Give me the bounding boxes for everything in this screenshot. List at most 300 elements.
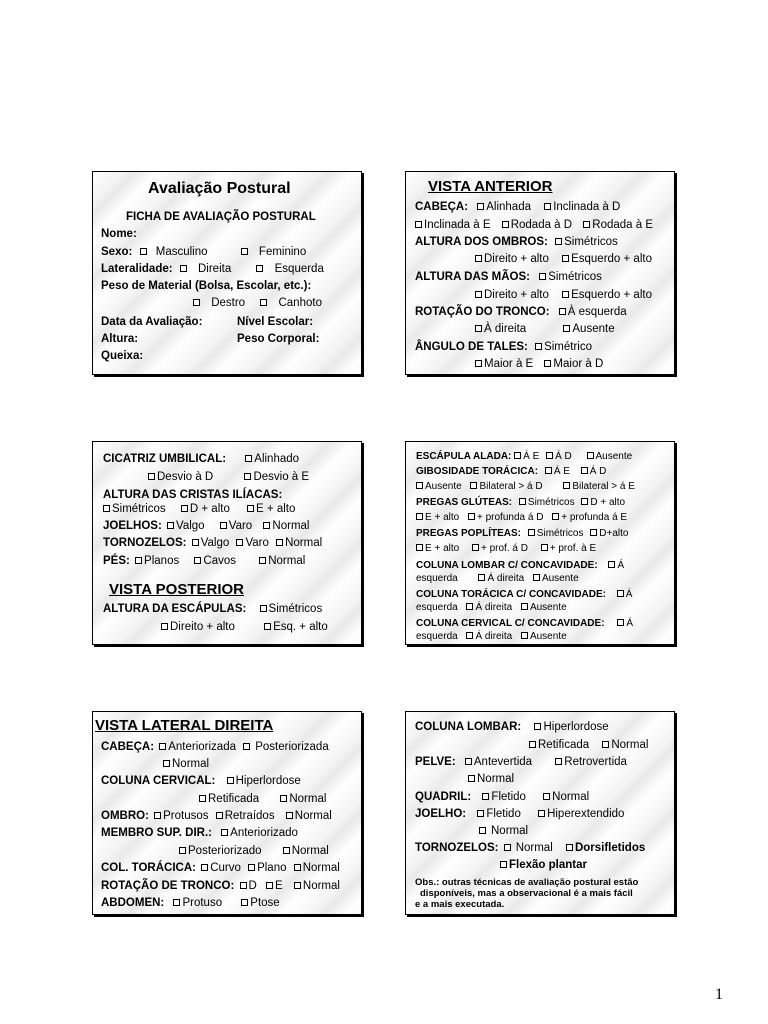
checkbox[interactable] — [154, 812, 161, 819]
peso-corporal-label: Peso Corporal: — [237, 333, 320, 345]
checkbox[interactable] — [477, 203, 484, 210]
checkbox[interactable] — [148, 473, 155, 480]
checkbox[interactable] — [475, 360, 482, 367]
option-normal: Normal — [268, 555, 306, 567]
checkbox[interactable] — [259, 557, 266, 564]
checkbox[interactable] — [541, 544, 548, 551]
option-masculino: Masculino — [155, 246, 208, 258]
altura-maos-row — [415, 270, 602, 284]
checkbox[interactable] — [546, 452, 553, 459]
option-simetricos: Simétricos — [564, 236, 618, 248]
checkbox[interactable] — [617, 590, 624, 597]
tornozelos-label: TORNOZELOS: — [415, 842, 499, 854]
altura-escapulas-label: ALTURA DA ESCÁPULAS: — [103, 603, 247, 615]
checkbox[interactable] — [241, 899, 248, 906]
option-a-direita: Á direita — [475, 602, 513, 613]
checkbox[interactable] — [617, 619, 624, 626]
altura-ombros-row-2 — [475, 252, 652, 266]
option-a: Á — [625, 589, 633, 600]
option-a-e: Á E — [553, 466, 570, 477]
pes-row — [103, 554, 305, 568]
coluna-lombar-row — [415, 720, 609, 734]
option-rodada-e: Rodada à E — [592, 219, 654, 231]
checkbox[interactable] — [294, 864, 301, 871]
altura-maos-row-2 — [475, 288, 652, 302]
option-a: Á — [617, 560, 625, 571]
option-normal: Normal — [515, 842, 553, 854]
pes-label: PÉS: — [103, 555, 130, 567]
checkbox[interactable] — [199, 795, 206, 802]
coluna-toracica-row — [416, 589, 632, 601]
option-hiperlordose: Hiperlordose — [235, 775, 301, 787]
page-number: 1 — [715, 986, 723, 1003]
option-normal: Normal — [611, 739, 649, 751]
option-retificada: Retificada — [538, 739, 590, 751]
option-a-e: Á E — [523, 451, 540, 462]
option-fletido: Fletido — [486, 808, 521, 820]
obs-line-1: Obs.: outras técnicas de avaliação postural estão — [415, 877, 639, 888]
checkbox[interactable] — [482, 793, 489, 800]
checkbox[interactable] — [478, 574, 485, 581]
altura-cristas-label: ALTURA DAS CRISTAS ILÍACAS: — [103, 489, 283, 501]
coluna-toracica-row-2 — [416, 602, 567, 614]
peso-material-label: Peso de Material (Bolsa, Escolar, etc.): — [101, 280, 312, 292]
option-e: E — [275, 880, 283, 892]
lateralidade-row — [101, 262, 324, 276]
quadril-label: QUADRIL: — [415, 791, 472, 803]
option-ausente: Ausente — [572, 323, 615, 335]
checkbox[interactable] — [159, 743, 166, 750]
cabeca-row — [415, 200, 620, 214]
checkbox[interactable] — [221, 829, 228, 836]
checkbox[interactable] — [244, 473, 251, 480]
checkbox[interactable] — [581, 467, 588, 474]
option-valgo: Valgo — [200, 537, 230, 549]
checkbox[interactable] — [581, 498, 588, 505]
checkbox[interactable] — [514, 452, 521, 459]
checkbox[interactable] — [555, 238, 562, 245]
pregas-popliteas-label: PREGAS POPLÍTEAS: — [416, 528, 522, 539]
option-varo: Varo — [245, 537, 269, 549]
checkbox[interactable] — [216, 812, 223, 819]
checkbox[interactable] — [475, 325, 482, 332]
checkbox[interactable] — [529, 741, 536, 748]
joelhos-label: JOELHOS: — [103, 520, 162, 532]
nivel-escolar-label: Nível Escolar: — [237, 316, 314, 328]
option-d: D — [248, 880, 257, 892]
option-canhoto: Canhoto — [278, 297, 322, 309]
option-ausente: Ausente — [595, 451, 633, 462]
checkbox[interactable] — [466, 603, 473, 610]
checkbox[interactable] — [538, 810, 545, 817]
option-direito-alto: Direito + alto — [484, 253, 549, 265]
checkbox[interactable] — [602, 741, 609, 748]
checkbox[interactable] — [528, 529, 535, 536]
checkbox[interactable] — [468, 775, 475, 782]
option-desvio-e: Desvio à E — [253, 471, 310, 483]
abdomen-label: ABDOMEN: — [101, 897, 165, 909]
col-toracica-label: COL. TORÁCICA: — [101, 862, 196, 874]
membro-sup-row-2 — [179, 844, 329, 858]
coluna-cervical-label: COLUNA CERVICAL: — [101, 775, 216, 787]
cicatriz-row-2 — [148, 470, 309, 484]
checkbox[interactable] — [583, 221, 590, 228]
option-mais-prof-e: + prof. à E — [549, 543, 597, 554]
checkbox[interactable] — [240, 882, 247, 889]
checkbox[interactable] — [263, 522, 270, 529]
option-e-alto: E + alto — [256, 503, 296, 515]
altura-escapulas-row-2 — [161, 620, 328, 634]
option-d-alto: D + alto — [590, 497, 626, 508]
cabeca-label: CABEÇA: — [101, 741, 155, 753]
checkbox[interactable] — [608, 561, 615, 568]
altura-escapulas-row — [103, 602, 322, 616]
checkbox[interactable] — [236, 539, 243, 546]
checkbox[interactable] — [179, 847, 186, 854]
cabeca-row-2 — [163, 757, 209, 771]
option-ausente: Ausente — [529, 631, 567, 642]
option-dorsifletidos: Dorsifletidos — [574, 842, 646, 854]
checkbox[interactable] — [544, 360, 551, 367]
checkbox[interactable] — [193, 299, 200, 306]
option-feminino: Feminino — [258, 246, 307, 258]
tornozelos-row-2 — [500, 858, 587, 872]
option-posteriorizado: Posteriorizado — [188, 845, 262, 857]
checkbox[interactable] — [220, 522, 227, 529]
option-hiperextendido: Hiperextendido — [547, 808, 625, 820]
cristas-row — [103, 502, 295, 516]
option-ptose: Ptose — [250, 897, 280, 909]
rotacao-tronco-row-2 — [475, 322, 615, 336]
checkbox[interactable] — [563, 325, 570, 332]
option-esquerda: esquerda — [416, 573, 458, 584]
option-fletido: Fletido — [491, 791, 526, 803]
pregas-gluteas-label: PREGAS GLÚTEAS: — [416, 497, 513, 508]
checkbox[interactable] — [245, 455, 252, 462]
joelho-row — [415, 807, 624, 821]
checkbox[interactable] — [475, 255, 482, 262]
tornozelos-row — [103, 536, 322, 550]
checkbox[interactable] — [256, 265, 263, 272]
option-alinhada: Alinhada — [486, 201, 531, 213]
checkbox[interactable] — [416, 482, 423, 489]
cabeca-row — [101, 740, 329, 754]
cabeca-label: CABEÇA: — [415, 201, 469, 213]
checkbox[interactable] — [415, 221, 422, 228]
checkbox[interactable] — [559, 308, 566, 315]
option-normal: Normal — [302, 880, 340, 892]
option-protusos: Protusos — [163, 810, 209, 822]
option-a-direita: À direita — [484, 323, 527, 335]
checkbox[interactable] — [280, 795, 287, 802]
quadril-row — [415, 790, 589, 804]
checkbox[interactable] — [192, 539, 199, 546]
option-a-d: Á D — [589, 466, 607, 477]
option-normal: Normal — [294, 810, 332, 822]
slide-5-vista-lateral-direita — [92, 711, 362, 915]
checkbox[interactable] — [468, 513, 475, 520]
option-ausente: Ausente — [541, 573, 579, 584]
option-esquerdo-alto: Esquerdo + alto — [571, 253, 652, 265]
option-bilateral-e: Bilateral > á E — [572, 481, 635, 492]
option-esquerdo-alto: Esquerdo + alto — [571, 289, 652, 301]
pregas-popliteas-row-2 — [416, 543, 596, 555]
altura-ombros-row — [415, 235, 618, 249]
checkbox[interactable] — [566, 844, 573, 851]
checkbox[interactable] — [241, 248, 248, 255]
option-retificada: Retificada — [208, 793, 260, 805]
checkbox[interactable] — [161, 623, 168, 630]
coluna-cervical-label: COLUNA CERVICAL C/ CONCAVIDADE: — [416, 618, 605, 629]
coluna-lombar-row-2 — [416, 573, 579, 585]
option-simetricos: Simétricos — [268, 603, 323, 615]
option-destro: Destro — [211, 297, 246, 309]
option-normal: Normal — [491, 825, 529, 837]
option-mais-profunda-e: + profunda á E — [561, 512, 628, 523]
abdomen-row — [101, 896, 280, 910]
slide-3-cicatriz-vista-posterior — [92, 441, 362, 645]
joelhos-row — [103, 519, 309, 533]
ombro-row — [101, 809, 332, 823]
checkbox[interactable] — [286, 812, 293, 819]
checkbox[interactable] — [590, 529, 597, 536]
checkbox[interactable] — [227, 777, 234, 784]
checkbox[interactable] — [504, 844, 511, 851]
checkbox[interactable] — [521, 603, 528, 610]
coluna-cervical-row-2 — [416, 631, 567, 643]
checkbox[interactable] — [276, 539, 283, 546]
option-alinhado: Alinhado — [254, 453, 300, 465]
nome-label: Nome: — [101, 228, 137, 240]
rotacao-tronco-label: ROTAÇÃO DE TRONCO: — [101, 880, 235, 892]
option-simetrico: Simétrico — [544, 341, 593, 353]
option-rodada-d: Rodada à D — [510, 219, 573, 231]
option-a-direita: Á direita — [487, 573, 525, 584]
checkbox[interactable] — [135, 557, 142, 564]
checkbox[interactable] — [477, 810, 484, 817]
joelho-label: JOELHO: — [415, 808, 467, 820]
option-e-alto: E + alto — [425, 512, 460, 523]
slide-2-vista-anterior — [405, 171, 675, 375]
option-a-direita: Á direita — [475, 631, 513, 642]
option-anteriorizado: Anteriorizado — [230, 827, 298, 839]
option-a-esquerda: À esquerda — [567, 306, 627, 318]
checkbox[interactable] — [475, 291, 482, 298]
option-normal: Normal — [289, 793, 327, 805]
option-planos: Planos — [144, 555, 180, 567]
mao-row — [193, 296, 322, 310]
coluna-cervical-row — [101, 774, 301, 788]
option-e-alto: E + alto — [425, 543, 460, 554]
option-d-alto: D+alto — [599, 528, 629, 539]
option-simetricos: Simétricos — [548, 271, 602, 283]
rotacao-tronco-label: ROTAÇÃO DO TRONCO: — [415, 306, 550, 318]
slide-4-escapula-colunas — [405, 441, 675, 645]
checkbox[interactable] — [500, 861, 507, 868]
coluna-toracica-label: COLUNA TORÁCICA C/ CONCAVIDADE: — [416, 589, 606, 600]
altura-maos-label: ALTURA DAS MÃOS: — [415, 271, 530, 283]
escapula-alada-label: ESCÁPULA ALADA: — [416, 451, 512, 462]
checkbox[interactable] — [521, 632, 528, 639]
pregas-gluteas-row-2 — [416, 512, 627, 524]
pelve-row — [415, 755, 627, 769]
option-direita: Direita — [197, 263, 232, 275]
checkbox[interactable] — [264, 623, 271, 630]
checkbox[interactable] — [173, 899, 180, 906]
checkbox[interactable] — [243, 743, 250, 750]
option-normal: Normal — [477, 773, 515, 785]
cicatriz-label: CICATRIZ UMBILICAL: — [103, 453, 227, 465]
option-maior-d: Maior à D — [553, 358, 604, 370]
option-antevertida: Antevertida — [473, 756, 533, 768]
option-bilateral-d: Bilateral > á D — [479, 481, 543, 492]
queixa-label: Queixa: — [101, 350, 144, 362]
checkbox[interactable] — [266, 882, 273, 889]
checkbox[interactable] — [545, 467, 552, 474]
option-anteriorizada: Anteriorizada — [168, 741, 236, 753]
option-esquerda: esquerda — [416, 631, 458, 642]
option-esquerda: Esquerda — [274, 263, 324, 275]
option-inclinada-d: Inclinada à D — [553, 201, 621, 213]
option-a-d: Á D — [555, 451, 572, 462]
option-esquerda: esquerda — [416, 602, 458, 613]
vista-posterior-heading: VISTA POSTERIOR — [109, 581, 245, 598]
checkbox[interactable] — [533, 574, 540, 581]
option-direito-alto: Direito + alto — [484, 289, 549, 301]
checkbox[interactable] — [587, 452, 594, 459]
checkbox[interactable] — [534, 723, 541, 730]
checkbox[interactable] — [260, 299, 267, 306]
checkbox[interactable] — [294, 882, 301, 889]
option-hiperlordose: Hiperlordose — [543, 721, 609, 733]
checkbox[interactable] — [539, 273, 546, 280]
checkbox[interactable] — [552, 513, 559, 520]
data-avaliacao-label: Data da Avaliação: — [101, 316, 203, 328]
sexo-row — [101, 245, 306, 259]
checkbox[interactable] — [562, 255, 569, 262]
checkbox[interactable] — [563, 482, 570, 489]
option-plano: Plano — [257, 862, 287, 874]
coluna-cervical-row — [416, 618, 633, 630]
checkbox[interactable] — [180, 265, 187, 272]
checkbox[interactable] — [544, 203, 551, 210]
sexo-label: Sexo: — [101, 246, 133, 258]
altura-ombros-label: ALTURA DOS OMBROS: — [415, 236, 548, 248]
pregas-gluteas-row — [416, 497, 625, 509]
tornozelos-row — [415, 841, 645, 855]
gibosidade-row-2 — [416, 481, 635, 493]
option-direito-alto: Direito + alto — [170, 621, 235, 633]
option-retrovertida: Retrovertida — [564, 756, 627, 768]
lateralidade-label: Lateralidade: — [101, 263, 173, 275]
slide-1-title: Avaliação Postural — [148, 180, 291, 197]
coluna-lombar-row — [416, 560, 624, 572]
option-normal: Normal — [172, 758, 210, 770]
option-simetricos: Simétricos — [527, 497, 575, 508]
option-retraidos: Retraídos — [224, 810, 275, 822]
option-normal: Normal — [552, 791, 590, 803]
checkbox[interactable] — [416, 513, 423, 520]
coluna-lombar-label: COLUNA LOMBAR C/ CONCAVIDADE: — [416, 560, 598, 571]
checkbox[interactable] — [472, 544, 479, 551]
membro-sup-label: MEMBRO SUP. DIR.: — [101, 827, 212, 839]
option-normal: Normal — [291, 845, 329, 857]
checkbox[interactable] — [465, 758, 472, 765]
option-mais-prof-d: + prof. á D — [480, 543, 528, 554]
option-mais-profunda-d: + profunda á D — [476, 512, 544, 523]
option-varo: Varo — [228, 520, 253, 532]
checkbox[interactable] — [466, 632, 473, 639]
form-subtitle: FICHA DE AVALIAÇÃO POSTURAL — [126, 211, 316, 223]
option-cavos: Cavos — [203, 555, 237, 567]
option-normal: Normal — [272, 520, 310, 532]
slide-1-postural-assessment — [92, 171, 362, 375]
checkbox[interactable] — [194, 557, 201, 564]
checkbox[interactable] — [167, 522, 174, 529]
option-flexao-plantar: Flexão plantar — [509, 859, 587, 871]
checkbox[interactable] — [181, 505, 188, 512]
col-toracica-row — [101, 861, 340, 875]
checkbox[interactable] — [283, 847, 290, 854]
rotacao-tronco-row — [101, 879, 340, 893]
coluna-lombar-row-2 — [529, 738, 648, 752]
slide-2-title: VISTA ANTERIOR — [428, 178, 553, 195]
checkbox[interactable] — [103, 505, 110, 512]
slide-5-title: VISTA LATERAL DIREITA — [95, 717, 274, 734]
option-posteriorizada: Posteriorizada — [255, 741, 329, 753]
option-normal: Normal — [302, 862, 340, 874]
angulo-tales-row — [415, 340, 592, 354]
option-ausente: Ausente — [529, 602, 567, 613]
angulo-tales-label: ÂNGULO DE TALES: — [415, 341, 528, 353]
tornozelos-label: TORNOZELOS: — [103, 537, 187, 549]
checkbox[interactable] — [562, 291, 569, 298]
checkbox[interactable] — [248, 864, 255, 871]
pelve-label: PELVE: — [415, 756, 456, 768]
checkbox[interactable] — [470, 482, 477, 489]
coluna-lombar-label: COLUNA LOMBAR: — [415, 721, 522, 733]
angulo-tales-row-2 — [475, 357, 603, 371]
checkbox[interactable] — [163, 760, 170, 767]
checkbox[interactable] — [247, 505, 254, 512]
option-simetricos: Simétricos — [112, 503, 166, 515]
option-maior-e: Maior à E — [484, 358, 534, 370]
joelho-row-2 — [479, 824, 528, 838]
slide-6-coluna-lombar-pelve — [405, 711, 675, 915]
option-curvo: Curvo — [210, 862, 241, 874]
checkbox[interactable] — [502, 221, 509, 228]
checkbox[interactable] — [535, 343, 542, 350]
checkbox[interactable] — [260, 605, 267, 612]
gibosidade-row — [416, 466, 606, 478]
option-protuso: Protuso — [182, 897, 223, 909]
checkbox[interactable] — [519, 498, 526, 505]
checkbox[interactable] — [555, 758, 562, 765]
cicatriz-row — [103, 452, 299, 466]
checkbox[interactable] — [416, 544, 423, 551]
checkbox[interactable] — [140, 248, 147, 255]
option-inclinada-e: Inclinada à E — [424, 219, 491, 231]
checkbox[interactable] — [201, 864, 208, 871]
option-d-alto: D + alto — [189, 503, 230, 515]
option-esq-alto: Esq. + alto — [273, 621, 328, 633]
checkbox[interactable] — [543, 793, 550, 800]
escapula-row — [416, 451, 632, 463]
obs-line-3: e a mais executada. — [415, 899, 505, 910]
altura-label: Altura: — [101, 333, 139, 345]
checkbox[interactable] — [479, 827, 486, 834]
obs-line-2: disponíveis, mas a observacional é a mais fácil — [420, 888, 633, 899]
